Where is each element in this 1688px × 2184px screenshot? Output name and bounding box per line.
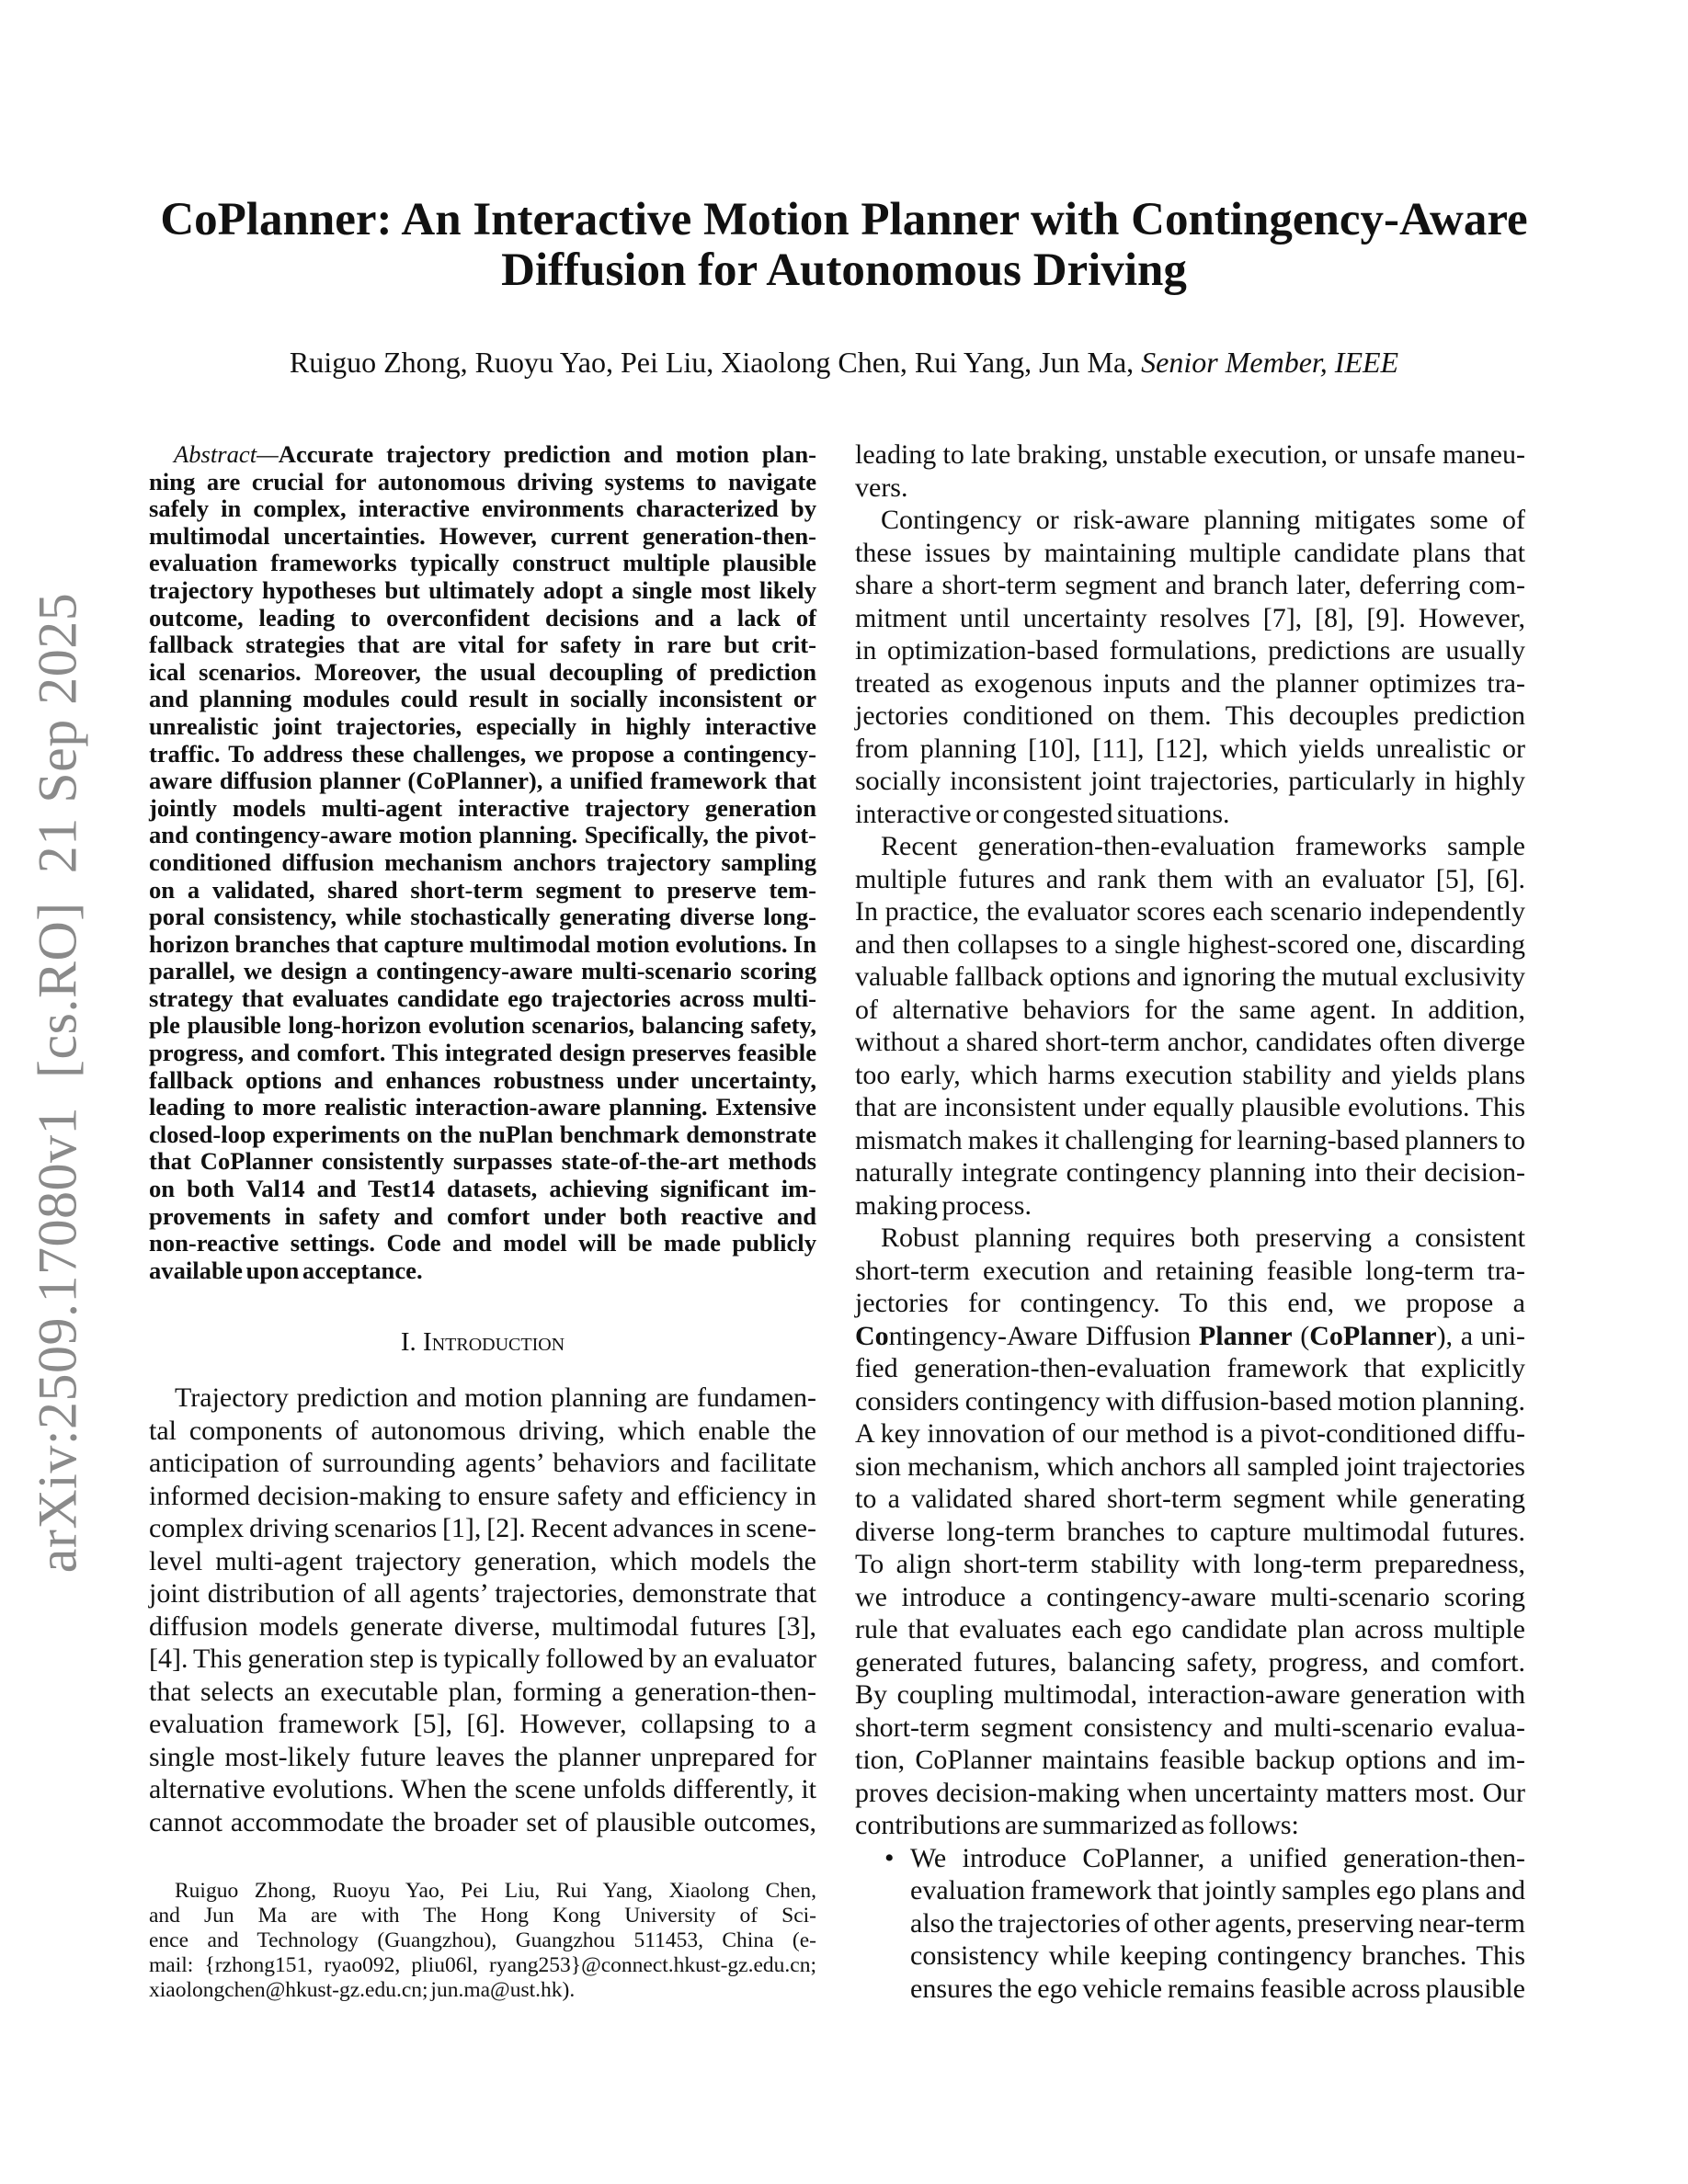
paragraph-line: To align short-term stability with long-term preparedness, [855,1549,1525,1579]
paragraph-line: cannot accommodate the broader set of plausible outcomes, [149,1806,816,1837]
abstract-line: ning are crucial for autonomous driving systems to navigate [149,467,816,495]
bullet-line: ensures the ego vehicle remains feasible across plausible [910,1973,1525,2004]
bold-text: CoPlanner [1309,1320,1437,1351]
paragraph-line: share a short-term segment and branch later, deferring com- [855,570,1525,600]
bold-text: Planner [1198,1320,1293,1351]
paragraph-line: tion, CoPlanner maintains feasible backup options and im- [855,1745,1525,1775]
footnote-line: mail: {rzhong151, ryao092, pliu06l, ryang253}@connect.hkust-gz.edu.cn; [149,1953,816,1978]
paragraph-line: mitment until uncertainty resolves [7], [8], [9]. However, [855,602,1525,633]
abstract-line: and contingency-aware motion planning. Specifically, the pivot- [149,821,816,849]
paragraph-line [855,1320,1525,1353]
contribution-bullet-item [855,1842,1525,2006]
paragraph-line: and then collapses to a single highest-scored one, discarding [855,928,1525,960]
paragraph-line: short-term segment consistency and multi-scenario evalua- [855,1712,1525,1743]
footnote-line: xiaolongchen@hkust-gz.edu.cn; jun.ma@ust.hk). [149,1978,576,2003]
paragraph-line: fied generation-then-evaluation framework that explicitly [855,1353,1525,1383]
paragraph-line: sion mechanism, which anchors all sampled joint trajectories [855,1450,1525,1482]
abstract-line: progress, and comfort. This integrated design preserves feasible [149,1039,816,1067]
paragraph-line: Contingency or risk-aware planning mitigates some of [881,505,1525,535]
paragraph-line: to a validated shared short-term segment while generating [855,1484,1525,1514]
section-heading-introduction: I. Introduction [400,1327,565,1358]
abstract-text: Accurate trajectory prediction and motion plan- [278,440,816,468]
abstract-line: unrealistic joint trajectories, especially in highly interactive [149,711,816,740]
left-column-body [149,1382,816,1838]
abstract-line: horizon branches that capture multimodal motion evolutions. In [149,929,816,958]
paragraph-line: A key innovation of our method is a pivot-conditioned diffu- [855,1418,1525,1449]
author-names: Ruiguo Zhong, Ruoyu Yao, Pei Liu, Xiaolong Chen, Rui Yang, Jun Ma, [289,346,1142,379]
paragraph-line: from planning [10], [11], [12], which yields unrealistic or [855,733,1525,764]
bullet-text [910,1842,1525,2006]
paragraph-line: these issues by maintaining multiple candidate plans that [855,537,1525,568]
paragraph-line: level multi-agent trajectory generation, which models the [149,1545,816,1576]
abstract-line: closed-loop experiments on the nuPlan benchmark demonstrate [149,1120,816,1148]
abstract-line: provements in safety and comfort under both reactive and [149,1201,816,1230]
paragraph-line: complex driving scenarios [1], [2]. Recent advances in scene- [149,1513,816,1544]
paragraph-line: single most-likely future leaves the planner unprepared for [149,1741,816,1772]
paragraph-line: valuable fallback options and ignoring the mutual exclusivity [855,961,1525,992]
paragraph-line: multiple futures and rank them with an evaluator [5], [6]. [855,863,1525,894]
bullet-line: consistency while keeping contingency branches. This [910,1940,1525,1971]
paragraph-line: Recent generation-then-evaluation frameworks sample [881,831,1525,861]
footnote-line: ence and Technology (Guangzhou), Guangzhou 511453, China (e- [149,1928,816,1953]
paragraph-line: anticipation of surrounding agents’ behaviors and facilitate [149,1448,816,1479]
text-segment: ntingency-Aware Diffusion [888,1320,1199,1351]
abstract-line: trajectory hypotheses but ultimately adopt a single most likely [149,575,816,604]
abstract-line: and planning modules could result in socially inconsistent or [149,685,816,713]
bullet-marker-icon: • [884,1842,895,1873]
paragraph-line: [4]. This generation step is typically followed by an evaluator [149,1644,816,1675]
paragraph-line: Trajectory prediction and motion planning are fundamen- [175,1382,816,1414]
paragraph-line: in optimization-based formulations, predictions are usually [855,635,1525,665]
paragraph-line: contributions are summarized as follows: [855,1810,1299,1840]
paragraph-line: without a shared short-term anchor, candidates often diverge [855,1027,1525,1057]
abstract-line: ple plausible long-horizon evolution scenarios, balancing safety, [149,1011,816,1040]
author-affiliation-footnote [149,1879,816,2003]
abstract-line: traffic. To address these challenges, we propose a contingency- [149,739,816,768]
abstract-line: on a validated, shared short-term segment to preserve tem- [149,875,816,904]
abstract-line: that CoPlanner consistently surpasses state-of-the-art methods [149,1147,816,1176]
abstract-label: Abstract— [174,440,279,468]
text-segment: ), a uni- [1436,1320,1525,1351]
footnote-line: Ruiguo Zhong, Ruoyu Yao, Pei Liu, Rui Yang, Xiaolong Chen, [175,1879,816,1904]
paragraph-line: rule that evaluates each ego candidate plan across multiple [855,1614,1525,1644]
author-membership: Senior Member, IEEE [1141,346,1399,379]
paragraph-line: that are inconsistent under equally plausible evolutions. This [855,1092,1525,1122]
bullet-line: evaluation framework that jointly samples ego plans and [910,1875,1525,1905]
paragraph-line: leading to late braking, unstable execution, or unsafe maneu- [855,439,1525,470]
abstract-line: evaluation frameworks typically construct multiple plausible [149,549,816,577]
abstract-line: leading to more realistic interaction-aware planning. Extensive [149,1093,816,1121]
paragraph-line: By coupling multimodal, interaction-aware generation with [855,1679,1525,1710]
paragraph-line: informed decision-making to ensure safety and efficiency in [149,1480,816,1511]
abstract-line: fallback options and enhances robustness under uncertainty, [149,1065,816,1094]
abstract-line: safely in complex, interactive environments characterized by [149,495,816,523]
abstract-line: fallback strategies that are vital for safety in rare but crit- [149,631,816,659]
paper-title-line-1: CoPlanner: An Interactive Motion Planner with Contingency-Aware [160,194,1528,245]
paragraph-line: In practice, the evaluator scores each scenario independently [855,896,1525,927]
paragraph-line: diverse long-term branches to capture multimodal futures. [855,1516,1525,1547]
abstract-line: on both Val14 and Test14 datasets, achieving significant im- [149,1175,816,1203]
abstract-line [149,441,816,469]
paragraph-line: treated as exogenous inputs and the planner optimizes tra- [855,667,1525,699]
abstract-line: strategy that evaluates candidate ego trajectories across multi- [149,984,816,1012]
abstract-line: parallel, we design a contingency-aware multi-scenario scoring [149,957,816,985]
arxiv-sidebar-stamp: arXiv:2509.17080v1 [cs.RO] 21 Sep 2025 [27,592,88,1574]
abstract-line: jointly models multi-agent interactive trajectory generation [149,793,816,822]
paragraph-line: that selects an executable plan, forming a generation-then- [149,1676,816,1707]
bold-text: Co [855,1320,889,1351]
paragraph-line: vers. [855,472,908,503]
right-column-body [855,438,1525,2005]
left-column [149,441,816,2003]
paragraph-line: diffusion models generate diverse, multimodal futures [3], [149,1610,816,1642]
paragraph-line: jectories for contingency. To this end, we propose a [855,1288,1525,1318]
abstract-line: conditioned diffusion mechanism anchors trajectory sampling [149,847,816,876]
paragraph-line: generated futures, balancing safety, progress, and comfort. [855,1646,1525,1678]
paragraph-line: considers contingency with diffusion-based motion planning. [855,1385,1525,1416]
bullet-line: We introduce CoPlanner, a unified generation-then- [910,1842,1525,1873]
paper-title-line-2: Diffusion for Autonomous Driving [501,245,1187,296]
abstract-line: non-reactive settings. Code and model will be made publicly [149,1229,816,1257]
paragraph-line: short-term execution and retaining feasible long-term tra- [855,1255,1525,1286]
paragraph-line: evaluation framework [5], [6]. However, collapsing to a [149,1709,816,1740]
paragraph-line: alternative evolutions. When the scene unfolds differently, it [149,1774,816,1805]
paragraph-line: jectories conditioned on them. This decouples prediction [855,700,1525,731]
author-list [0,346,1688,380]
paragraph-line: proves decision-making when uncertainty matters most. Our [855,1777,1525,1808]
footnote-line: and Jun Ma are with The Hong Kong University of Sci- [149,1904,816,1928]
paragraph-line: too early, which harms execution stability and yields plans [855,1059,1525,1090]
text-segment: ( [1292,1320,1310,1351]
abstract-line: outcome, leading to overconfident decisions and a lack of [149,603,816,631]
bullet-line: also the trajectories of other agents, preserving near-term [910,1907,1525,1939]
paragraph-line: tal components of autonomous driving, which enable the [149,1415,816,1446]
paragraph-line: joint distribution of all agents’ trajectories, demonstrate that [149,1578,816,1610]
paragraph-line: Robust planning requires both preserving a consistent [881,1223,1525,1253]
abstract-line: multimodal uncertainties. However, current generation-then- [149,521,816,550]
abstract-line: aware diffusion planner (CoPlanner), a unified framework that [149,767,816,795]
paragraph-line: making process. [855,1189,1032,1221]
paragraph-line: naturally integrate contingency planning into their decision- [855,1157,1525,1188]
abstract [149,441,816,1284]
abstract-line: poral consistency, while stochastically generating diverse long- [149,903,816,931]
paragraph-line: socially inconsistent joint trajectories, particularly in highly [855,766,1525,796]
paragraph-line: of alternative behaviors for the same agent. In addition, [855,994,1525,1025]
paragraph-line: we introduce a contingency-aware multi-scenario scoring [855,1581,1525,1612]
paragraph-line: mismatch makes it challenging for learning-based planners to [855,1124,1525,1155]
paragraph-line: interactive or congested situations. [855,798,1230,829]
abstract-line: available upon acceptance. [149,1256,423,1284]
abstract-line: ical scenarios. Moreover, the usual decoupling of prediction [149,657,816,686]
